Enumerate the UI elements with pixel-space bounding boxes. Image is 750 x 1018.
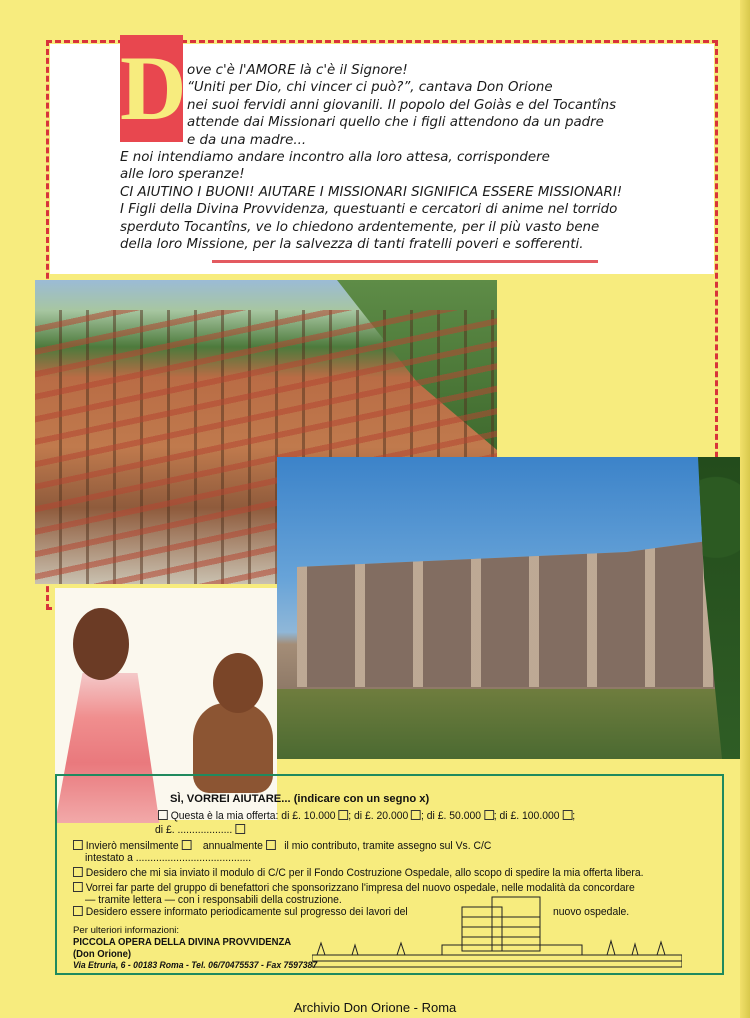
intro-text [120, 62, 680, 253]
intro-line: E noi intendiamo andare incontro alla loro attesa, corrispondere [120, 150, 550, 166]
checkbox-20000[interactable] [411, 810, 421, 820]
construction-photo-building [277, 457, 740, 759]
offer-other-line [155, 824, 245, 836]
offer-line: Questa è la mia offerta: di £. 10.000 ; di £. 20.000 ; di £. 50.000 ; di £. 100.000 ; [158, 810, 575, 822]
offer-20000: di £. 20.000 [354, 810, 409, 822]
intro-line: nei suoi fervidi anni giovanili. Il popolo del Goiàs e del Tocantîns [187, 97, 617, 113]
intro-line: della loro Missione, per la salvezza di tanti fratelli poveri e sofferenti. [120, 237, 584, 253]
building-frame [297, 537, 737, 687]
coupon-title: SÌ, VORREI AIUTARE... (indicare con un segno x) [170, 793, 430, 805]
checkbox-100000[interactable] [562, 810, 572, 820]
checkbox-yearly[interactable] [266, 840, 276, 850]
drop-cap: D [120, 35, 183, 142]
intro-line: “Uniti per Dio, chi vincer ci può?”, cantava Don Orione [187, 80, 553, 96]
contrib-label: il mio contributo, tramite assegno sul Vs. C/C [284, 840, 492, 852]
monthly-label: Invierò mensilmente [85, 840, 179, 852]
offer-100000: di £. 100.000 [499, 810, 560, 822]
checkbox-modulo[interactable] [73, 867, 83, 877]
address: Via Etruria, 6 - 00183 Roma - Tel. 06/70475537 - Fax 7597387 [73, 960, 318, 971]
archive-footer: Archivio Don Orione - Roma [293, 1000, 457, 1015]
modulo-line [73, 867, 644, 879]
organization [73, 937, 291, 960]
checkbox[interactable] [158, 810, 168, 820]
gruppo-label: Vorrei far parte del gruppo di benefattori che sponsorizzano l'impresa del nuovo ospedale, nelle modalità da concordare [85, 882, 635, 894]
girl-head [73, 608, 129, 680]
gruppo-line-2: — tramite lettera — con i responsabili della costruzione. [85, 894, 342, 906]
hospital-drawing [312, 893, 682, 969]
ospedale-label: nuovo ospedale. [553, 906, 630, 918]
offer-50000: di £. 50.000 [426, 810, 482, 822]
intro-line: e da una madre... [187, 132, 307, 148]
yearly-label: annualmente [202, 840, 263, 852]
intro-line: CI AIUTINO I BUONI! AIUTARE I MISSIONARI SIGNIFICA ESSERE MISSIONARI! [120, 184, 623, 200]
intro-line: sperduto Tocantîns, ve lo chiedono ardentemente, per il più vasto bene [120, 219, 600, 235]
checkbox-10000[interactable] [338, 810, 348, 820]
intro-line: I Figli della Divina Provvidenza, questuanti e cercatori di anime nel torrido [120, 202, 618, 218]
boy-head [213, 653, 263, 713]
modulo-label: Desidero che mi sia inviato il modulo di C/C per il Fondo Costruzione Ospedale, allo scopo di spedire la mia offerta libera. [85, 867, 644, 879]
checkbox-50000[interactable] [484, 810, 494, 820]
checkbox-other[interactable] [235, 824, 245, 834]
checkbox-gruppo[interactable] [73, 882, 83, 892]
offer-other: di £. ................... [155, 824, 233, 836]
checkbox-monthly[interactable] [73, 840, 83, 850]
info-title: Per ulteriori informazioni: [73, 925, 180, 936]
page-edge [740, 0, 750, 1018]
monthly-line [73, 840, 491, 852]
intro-line: alle loro speranze! [120, 167, 245, 183]
offer-prefix: Questa è la mia offerta: di £. 10.000 [170, 810, 336, 822]
checkbox-monthly-option[interactable] [181, 840, 191, 850]
intro-line: attende dai Missionari quello che i figli attendono da un padre [187, 115, 604, 131]
org-sub: (Don Orione) [73, 948, 132, 960]
org-name: PICCOLA OPERA DELLA DIVINA PROVVIDENZA [73, 937, 292, 948]
grass-ground [277, 689, 740, 759]
intro-line: ove c'è l'AMORE là c'è il Signore! [187, 63, 408, 78]
checkbox-informato[interactable] [73, 906, 83, 916]
intestato-line: intestato a ........................................ [85, 852, 252, 864]
informato-label: Desidero essere informato periodicamente sul progresso dei lavori del [85, 906, 408, 918]
divider-rule [212, 260, 598, 263]
